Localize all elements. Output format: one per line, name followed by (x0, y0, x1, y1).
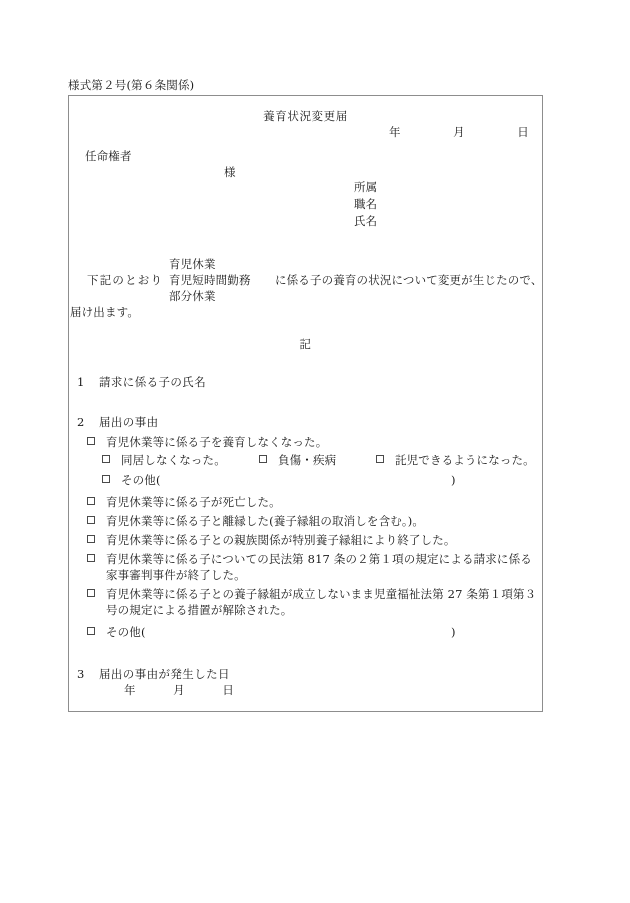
checkbox-row-child-welfare-act-27-measure-lifted[interactable] (87, 586, 536, 602)
checkbox-label: 育児休業等に係る子と離縁した(養子縁組の取消しを含む。)。 (106, 514, 425, 528)
checkbox-label: 育児休業等に係る子が死亡した。 (106, 495, 281, 509)
section-3-number: 3 (77, 667, 85, 681)
section-2-number: 2 (77, 415, 85, 429)
checkbox-label: 育児休業等に係る子との養子縁組が成立しないまま児童福祉法第 27 条第１項第３ (106, 587, 537, 601)
checkbox-label: 育児休業等に係る子についての民法第 817 条の２第１項の規定による請求に係る (106, 552, 532, 566)
checkbox-icon[interactable] (102, 475, 110, 483)
date-day-label: 日 (517, 125, 529, 139)
submission-date-line (389, 124, 529, 140)
checkbox-label: 託児できるようになった。 (395, 453, 535, 467)
checkbox-icon[interactable] (87, 535, 95, 543)
signature-block (354, 179, 377, 230)
addressee-label: 任命権者 (85, 149, 132, 163)
page-title: 養育状況変更届 (263, 109, 348, 123)
checkbox-icon[interactable] (87, 497, 95, 505)
section-2-title: 届出の事由 (99, 415, 159, 429)
checkbox-label: 育児休業等に係る子との親族関係が特別養子縁組により終了した。 (106, 533, 456, 547)
form-number-label: 様式第２号(第６条関係) (68, 78, 195, 92)
job-title-label: 職名 (354, 197, 378, 211)
checkbox-icon[interactable] (87, 627, 95, 635)
section-1-title: 請求に係る子の氏名 (99, 375, 207, 389)
form-frame (68, 95, 543, 712)
checkbox-row-child-deceased[interactable] (87, 494, 281, 510)
checkbox-row-other-sub[interactable] (102, 472, 161, 488)
checkbox-row-not-living-together[interactable] (102, 452, 226, 468)
checkbox-label: その他( (121, 473, 161, 487)
checkbox-label-continuation: 家事審判事件が終了した。 (106, 568, 246, 582)
checkbox-icon[interactable] (87, 589, 95, 597)
occurrence-day-label: 日 (222, 683, 234, 697)
clause-option-childcare-leave: 育児休業 (169, 257, 216, 271)
section-3-heading (77, 666, 230, 682)
checkbox-row-daycare-available[interactable] (376, 452, 535, 468)
clause-tail-text: に係る子の養育の状況について変更が生じたので、 (275, 273, 543, 287)
checkbox-icon[interactable] (376, 455, 384, 463)
checkbox-icon[interactable] (87, 437, 95, 445)
occurrence-month-label: 月 (173, 683, 185, 697)
section-1-heading (77, 374, 206, 390)
checkbox-row-dissolution-of-adoption[interactable] (87, 513, 424, 529)
checkbox-label: その他( (106, 625, 146, 639)
checkbox-icon[interactable] (259, 455, 267, 463)
clause-closing-text: 届け出ます。 (70, 305, 139, 319)
addressee-honorific: 様 (224, 165, 236, 179)
checkbox-label: 同居しなくなった。 (121, 453, 226, 467)
name-label: 氏名 (354, 214, 378, 228)
ki-marker: 記 (299, 337, 312, 351)
date-month-label: 月 (453, 125, 465, 139)
checkbox-label-continuation: 号の規定による措置が解除された。 (106, 603, 293, 617)
checkbox-row-special-adoption-ended[interactable] (87, 532, 456, 548)
checkbox-label: 育児休業等に係る子を養育しなくなった。 (106, 435, 328, 449)
checkbox-row-civil-code-817-case-ended[interactable] (87, 551, 532, 567)
clause-lead-text: 下記のとおり (87, 273, 164, 287)
checkbox-label: 負傷・疾病 (278, 453, 337, 467)
checkbox-icon[interactable] (102, 455, 110, 463)
checkbox-row-no-longer-raising[interactable] (87, 434, 327, 450)
date-year-label: 年 (389, 125, 401, 139)
other-sub-paren-close: ) (451, 473, 456, 487)
checkbox-icon[interactable] (87, 516, 95, 524)
checkbox-row-injury-illness[interactable] (259, 452, 336, 468)
occurrence-year-label: 年 (124, 683, 136, 697)
other-main-paren-close: ) (451, 625, 456, 639)
checkbox-icon[interactable] (87, 554, 95, 562)
affiliation-label: 所属 (354, 180, 378, 194)
occurrence-date-line (124, 682, 234, 698)
clause-option-partial-leave: 部分休業 (169, 289, 216, 303)
checkbox-row-other-main[interactable] (87, 624, 146, 640)
section-3-title: 届出の事由が発生した日 (99, 667, 230, 681)
section-1-number: 1 (77, 375, 85, 389)
clause-option-short-time-work: 育児短時間勤務 (169, 273, 251, 287)
section-2-heading (77, 414, 159, 430)
